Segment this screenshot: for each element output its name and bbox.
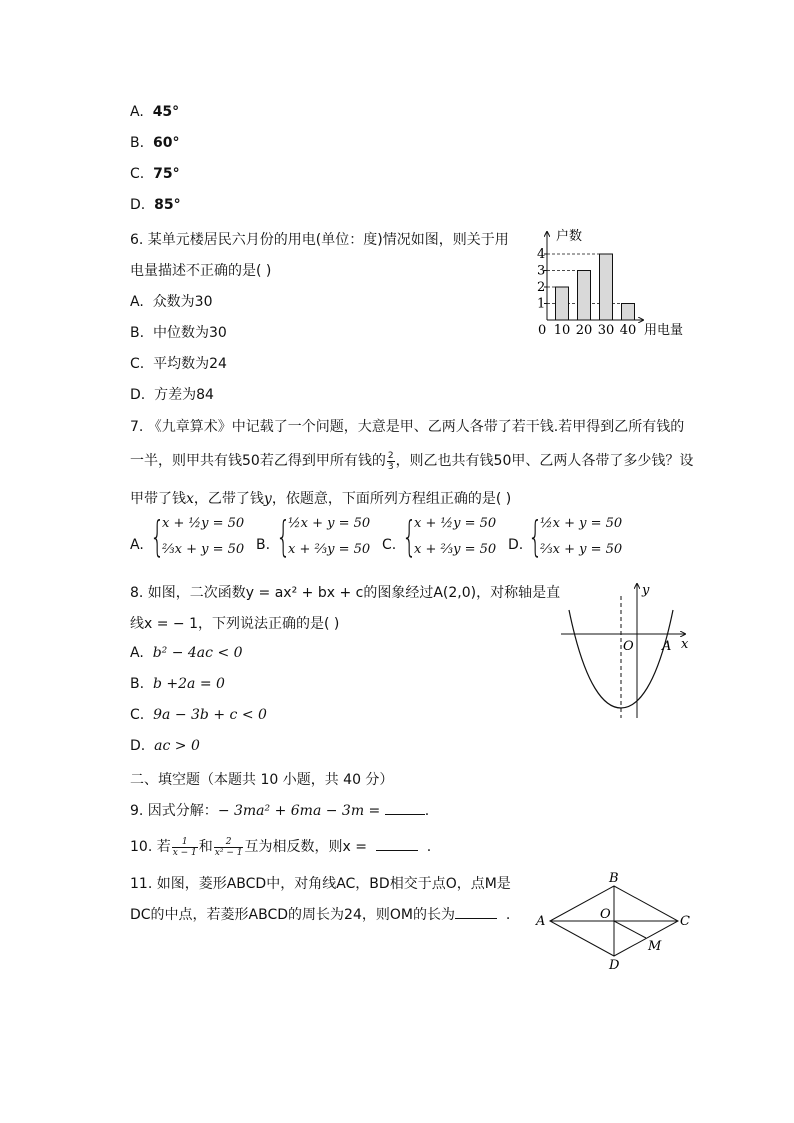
y-axis-label: 户数 <box>556 229 583 244</box>
q8-option-c: C. 9a − 3b + c < 0 <box>130 707 267 723</box>
q6-option-a: A. 众数为30 <box>130 294 213 310</box>
label-c: C <box>680 914 690 929</box>
section-2-heading: 二、填空题（本题共 10 小题，共 40 分） <box>130 772 394 788</box>
label-b: B <box>609 871 619 886</box>
point-a-label: A <box>662 639 672 654</box>
q11-line1: 11. 如图，菱形ABCD中，对角线AC，BD相交于点O，点M是 <box>130 876 511 892</box>
q7-option-d-letter: D. <box>508 537 524 553</box>
q7-option-b-letter: B. <box>256 537 271 553</box>
x-axis-label: x <box>681 637 689 652</box>
q6-option-c: C. 平均数为24 <box>130 356 227 372</box>
q8-option-b: B. b +2a = 0 <box>130 676 225 692</box>
label-m: M <box>648 939 662 954</box>
label-a: A <box>536 914 546 929</box>
origin-label: O <box>623 639 634 654</box>
x-tick-label-40: 40 <box>619 323 637 338</box>
q7-option-b-system: { ½x + y = 50 x + ⅔y = 50 <box>276 512 371 561</box>
y-tick-label-3: 3 <box>537 263 546 279</box>
label-d: D <box>609 958 620 973</box>
q11-line2: DC的中点，若菱形ABCD的周长为24，则OM的长为 . <box>130 904 510 924</box>
bar-10 <box>556 287 569 320</box>
q7-option-d-system: { ½x + y = 50 ⅔x + y = 50 <box>528 512 623 561</box>
x-tick-label-30: 30 <box>597 323 615 338</box>
q5-option-c: C. 75° <box>130 166 180 182</box>
q6-stem-line2: 电量描述不正确的是( ) <box>130 263 272 279</box>
q8-option-a: A. b² − 4ac < 0 <box>130 645 243 661</box>
rhombus-diagram <box>530 868 695 974</box>
y-tick-label-1: 1 <box>537 296 546 312</box>
q5-option-d: D. 85° <box>130 197 181 213</box>
label-o: O <box>600 907 611 922</box>
q5-option-a: A. 45° <box>130 104 180 120</box>
y-tick-label-4: 4 <box>537 247 546 262</box>
q8-line1: 8. 如图，二次函数y = ax² + bx + c的图象经过A(2,0)，对称轴是直 <box>130 585 561 601</box>
q6-stem-line1: 6. 某单元楼居民六月份的用电(单位：度)情况如图，则关于用 <box>130 232 509 248</box>
electricity-usage-bar-chart <box>530 224 700 342</box>
q6-option-d: D. 方差为84 <box>130 387 214 403</box>
q8-line2: 线x = − 1，下列说法正确的是( ) <box>130 616 340 632</box>
segment-om <box>614 921 646 938</box>
origin-label: 0 <box>538 323 547 338</box>
q7-option-a-system: { x + ½y = 50 ⅔x + y = 50 <box>150 512 245 561</box>
q7-line3: 甲带了钱x，乙带了钱y，依题意，下面所列方程组正确的是( ) <box>130 491 512 507</box>
q7-option-a-letter: A. <box>130 537 144 553</box>
q10: 10. 若 $\frac{1}{x - 1}$ 和 $\frac{2}{\text{x² − 1}}$ 互为相反数，则x = . <box>130 836 432 858</box>
q7-option-c-system: { x + ½y = 50 x + ⅔y = 50 <box>402 512 497 561</box>
x-axis-label: 用电量 <box>644 323 684 338</box>
parabola-graph <box>555 578 695 723</box>
q6-option-b: B. 中位数为30 <box>130 325 227 341</box>
bar-30 <box>600 254 613 320</box>
q7-line2: 一半，则甲共有钱50若乙得到甲所有钱的 $\frac{2}{3}$ ，则乙也共有钱50甲、乙两人各带了多少钱？设 <box>130 450 694 472</box>
x-tick-label-10: 10 <box>553 323 571 338</box>
q5-option-b: B. 60° <box>130 135 180 151</box>
q9: 9. 因式分解：− 3ma² + 6ma − 3m = . <box>130 800 429 820</box>
q8-option-d: D. ac > 0 <box>130 738 200 754</box>
q7-option-c-letter: C. <box>382 537 397 553</box>
y-axis-label: y <box>642 583 650 598</box>
q7-line1: 7. 《九章算术》中记载了一个问题，大意是甲、乙两人各带了若干钱.若甲得到乙所有钱的 <box>130 419 685 435</box>
bar-40 <box>622 304 635 321</box>
y-tick-label-2: 2 <box>537 280 546 295</box>
x-tick-label-20: 20 <box>575 323 593 338</box>
bar-20 <box>578 271 591 321</box>
